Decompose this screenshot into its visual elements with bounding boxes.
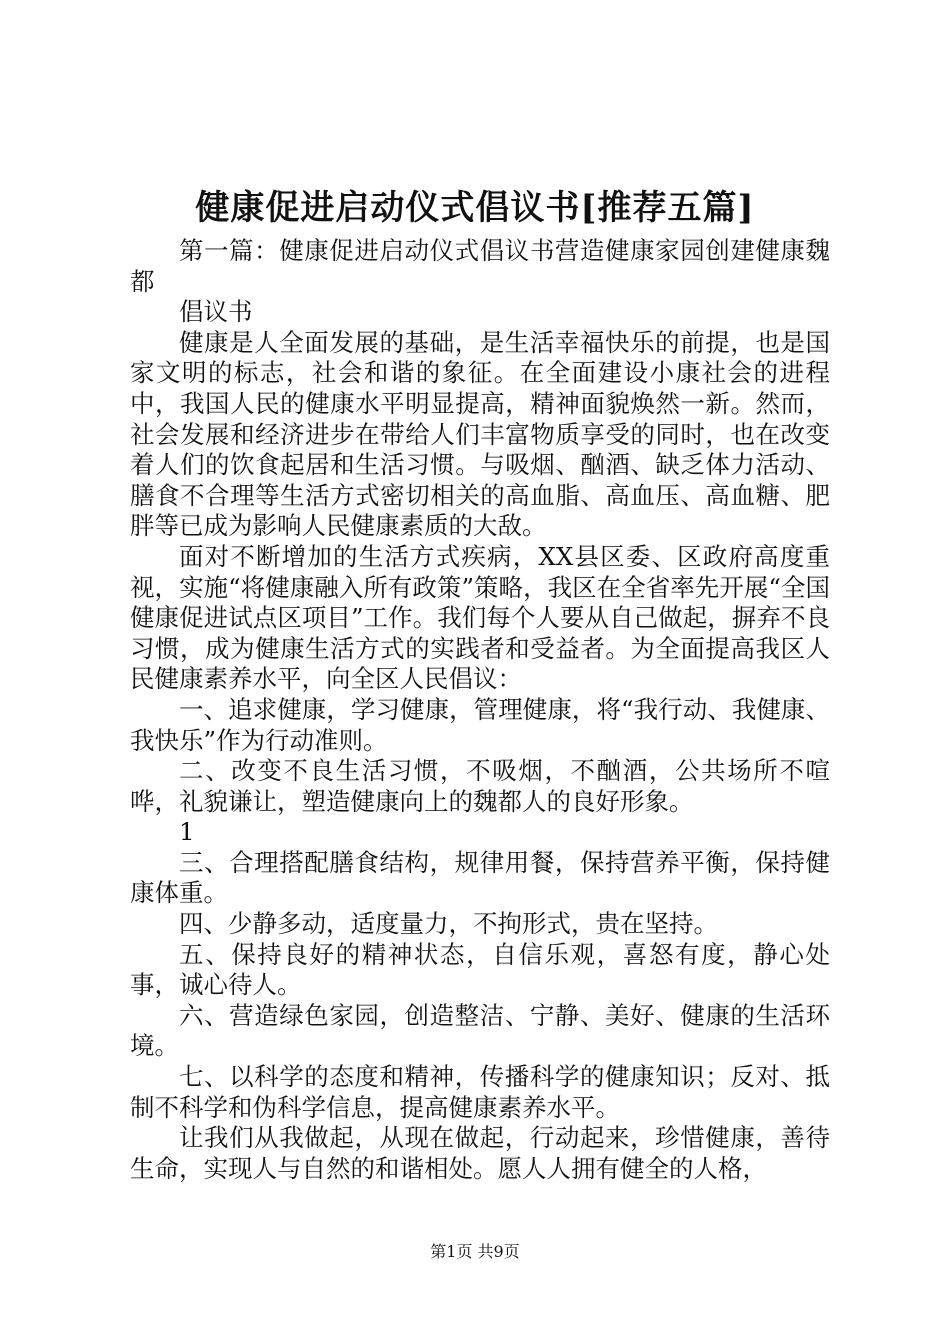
proposal-item-2: 二、改变不良生活习惯，不吸烟，不酗酒，公共场所不喧哗，礼貌谦让，塑造健康向上的魏都人的良好形象。: [130, 756, 830, 816]
proposal-item-3: 三、合理搭配膳食结构，规律用餐，保持营养平衡，保持健康体重。: [130, 847, 830, 908]
stray-number: 1: [179, 817, 195, 847]
proposal-item-5: 五、保持良好的精神状态，自信乐观，喜怒有度，静心处事，诚心待人。: [130, 939, 830, 1000]
proposal-item-7: 七、以科学的态度和精神，传播科学的健康知识；反对、抵制不科学和伪科学信息，提高健康素养水平。: [130, 1062, 830, 1122]
closing-paragraph: 让我们从我做起，从现在做起，行动起来，珍惜健康，善待生命，实现人与自然的和谐相处。愿人人拥有健全的人格，: [130, 1123, 830, 1183]
document-body: [130, 236, 830, 1184]
body-paragraph: 健康是人全面发展的基础，是生活幸福快乐的前提，也是国家文明的标志，社会和谐的象征。在全面建设小康社会的进程中，我国人民的健康水平明显提高，精神面貌焕然一新。然而，社会发展和经济进步在带给人们丰富物质享受的同时，也在改变着人们的饮食起居和生活习惯。与吸烟、酗酒、缺乏体力活动、膳食不合理等生活方式密切相关的高血脂、高血压、高血糖、肥胖等已成为影响人民健康素质的大敌。: [130, 327, 830, 541]
proposal-item-4: 四、少静多动，适度量力，不拘形式，贵在坚持。: [179, 909, 718, 939]
body-paragraph: 面对不断增加的生活方式疾病，XX县区委、区政府高度重视，实施“将健康融入所有政策”策略，我区在全省率先开展“全国健康促进试点区项目”工作。我们每个人要从自己做起，摒弃不良习惯，成为健康生活方式的实践者和受益者。为全面提高我区人民健康素养水平，向全区人民倡议：: [130, 541, 830, 694]
proposal-item-1: 一、追求健康，学习健康，管理健康，将“我行动、我健康、我快乐”作为行动准则。: [130, 694, 830, 755]
proposal-item-6: 六、营造绿色家园，创造整洁、宁静、美好、健康的生活环境。: [130, 1000, 830, 1061]
proposal-heading: 倡议书: [179, 297, 253, 327]
page-number-footer: 第1页 共9页: [430, 1242, 520, 1261]
section-heading: 第一篇：健康促进启动仪式倡议书营造健康家园创建健康魏都: [130, 236, 830, 296]
document-title: 健康促进启动仪式倡议书[推荐五篇]: [195, 188, 755, 228]
